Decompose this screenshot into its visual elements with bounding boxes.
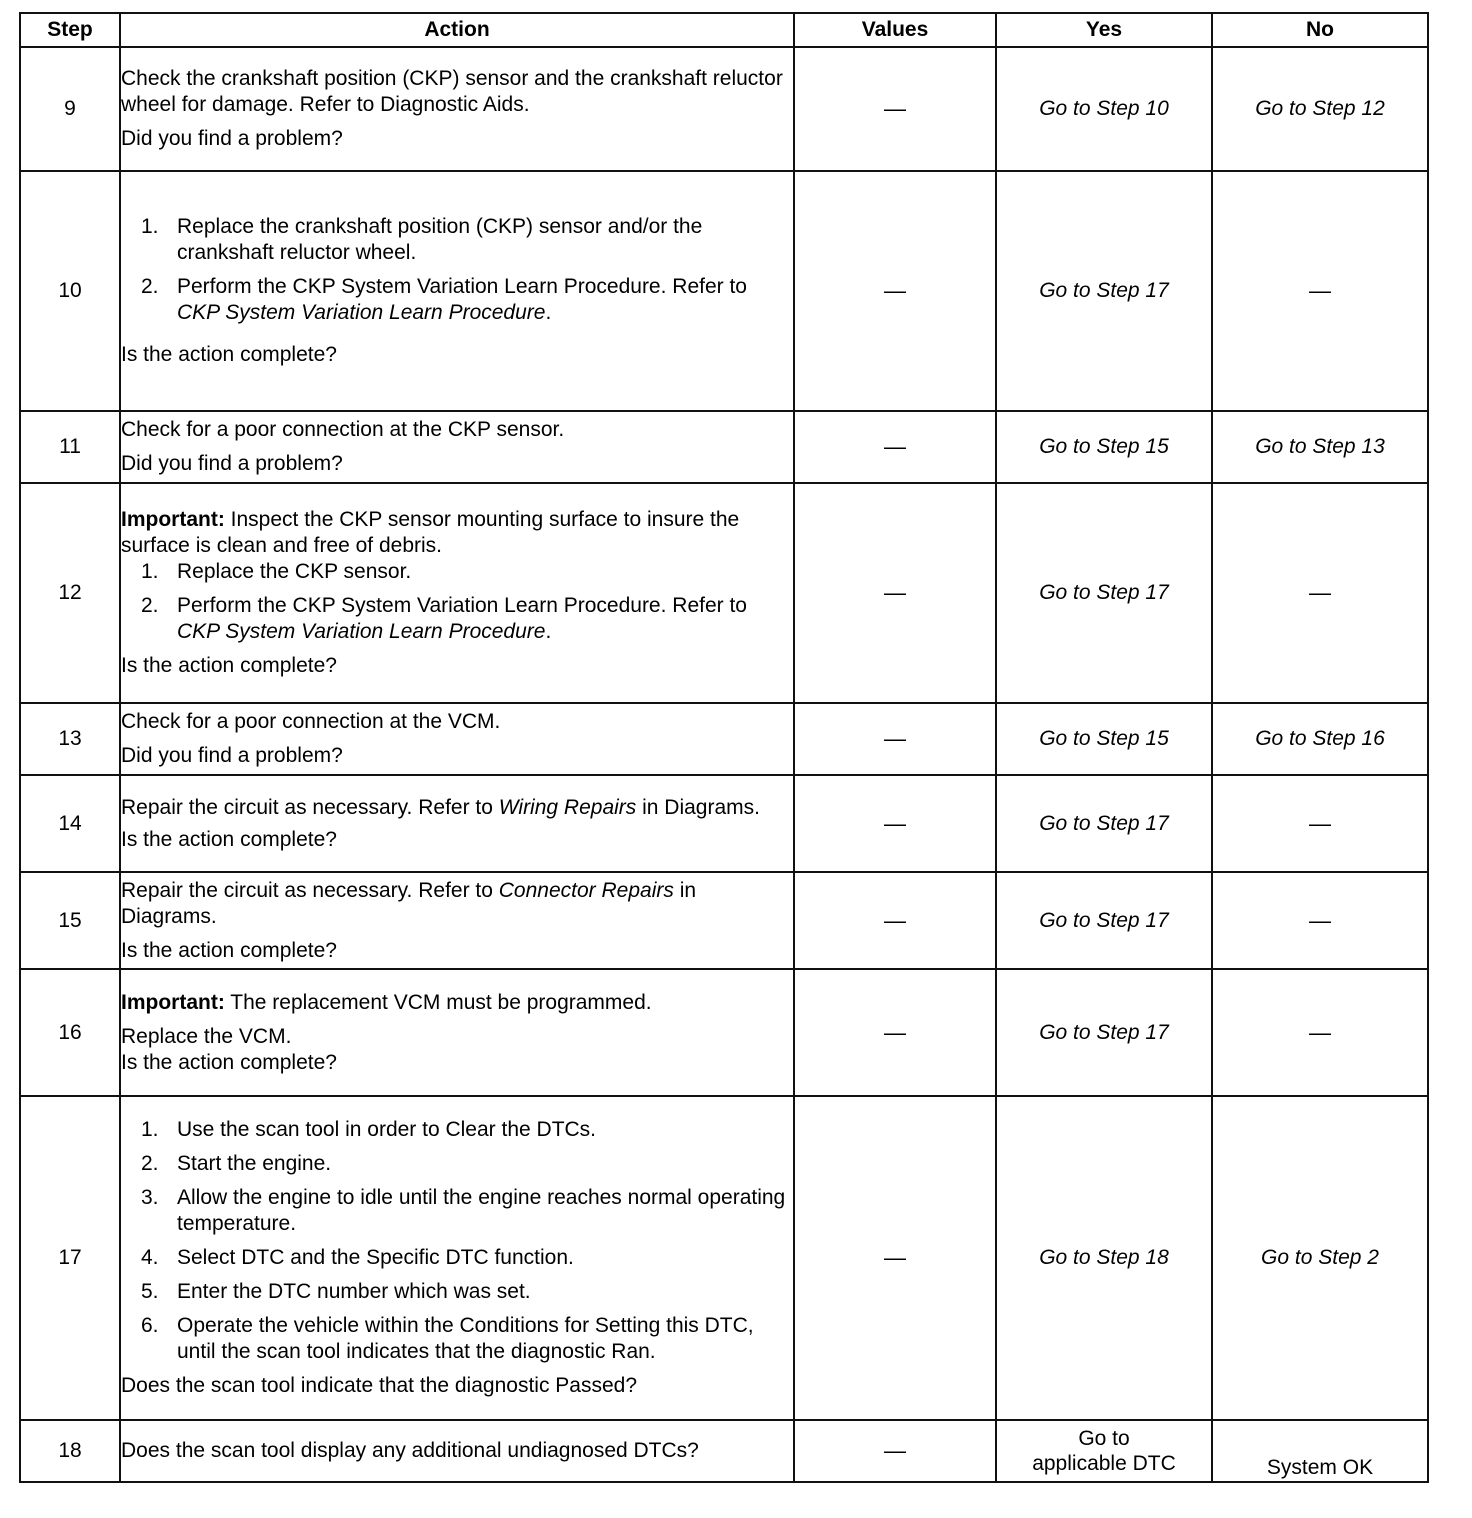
list-item-number: 1. [141, 215, 159, 238]
important-label: Important: [121, 990, 225, 1014]
yes-outcome: Go to Step 15 [996, 411, 1212, 483]
list-item-number: 2. [141, 1152, 159, 1175]
action-question: Is the action complete? [121, 938, 337, 962]
list-item-text: Allow the engine to idle until the engine reaches normal operating temperature. [177, 1186, 786, 1235]
list-item-text: Use the scan tool in order to Clear the DTCs. [177, 1118, 597, 1141]
action-steps-list [121, 1117, 793, 1365]
no-outcome: System OK [1212, 1420, 1428, 1482]
list-item [121, 1279, 793, 1305]
list-item-text-end: . [545, 620, 552, 643]
table-row-step-11 [20, 411, 1428, 483]
action-cell [120, 1096, 794, 1420]
action-cell [120, 969, 794, 1096]
action-cell [120, 411, 794, 483]
list-item [121, 1117, 793, 1143]
table-row-step-15 [20, 872, 1428, 969]
no-outcome: Go to Step 13 [1212, 411, 1428, 483]
procedure-reference: CKP System Variation Learn Procedure [177, 620, 546, 643]
list-item-text: Perform the CKP System Variation Learn Procedure. Refer to [177, 594, 747, 617]
table-row-step-10 [20, 171, 1428, 411]
procedure-reference: Connector Repairs [498, 878, 674, 902]
step-number: 17 [20, 1096, 120, 1420]
action-text: Replace the VCM. [121, 1024, 292, 1048]
action-text: Check for a poor connection at the VCM. [121, 710, 501, 733]
important-text: The replacement VCM must be programmed. [224, 990, 652, 1014]
action-text-end: in Diagrams. [636, 795, 760, 819]
action-question: Did you find a problem? [121, 452, 343, 475]
action-text-end: in Diagrams. [121, 878, 697, 928]
yes-outcome: Go to Step 17 [996, 775, 1212, 872]
no-dash: — [1212, 969, 1428, 1096]
values-dash: — [794, 969, 996, 1096]
action-question: Is the action complete? [121, 654, 337, 677]
step-number: 15 [20, 872, 120, 969]
list-item [121, 559, 793, 585]
action-cell [120, 1420, 794, 1482]
list-item-text: Perform the CKP System Variation Learn Procedure. Refer to [177, 275, 747, 298]
header-step: Step [20, 13, 120, 47]
step-number: 16 [20, 969, 120, 1096]
table-row-step-13 [20, 703, 1428, 775]
list-item-text: Replace the crankshaft position (CKP) sensor and/or the crankshaft reluctor wheel. [177, 215, 703, 264]
values-dash: — [794, 1420, 996, 1482]
header-row [20, 13, 1428, 47]
list-item [121, 593, 793, 645]
yes-outcome: Go to Step 17 [996, 171, 1212, 411]
action-cell [120, 171, 794, 411]
list-item [121, 1151, 793, 1177]
values-dash: — [794, 171, 996, 411]
yes-outcome: Go to Step 17 [996, 969, 1212, 1096]
list-item-number: 5. [141, 1280, 159, 1303]
action-cell [120, 483, 794, 703]
values-dash: — [794, 872, 996, 969]
action-text-start: Repair the circuit as necessary. Refer to [121, 878, 499, 902]
values-dash: — [794, 775, 996, 872]
diagnostic-table [19, 12, 1429, 1483]
step-number: 14 [20, 775, 120, 872]
yes-outcome: Go to Step 10 [996, 47, 1212, 171]
list-item [121, 1185, 793, 1237]
header-action: Action [120, 13, 794, 47]
action-text [121, 878, 793, 930]
yes-outcome-line-1: Go to [1078, 1427, 1130, 1450]
list-item-number: 1. [141, 1118, 159, 1141]
list-item-text-end: . [545, 301, 552, 324]
action-text-start: Repair the circuit as necessary. Refer to [121, 795, 499, 819]
list-item-number: 2. [141, 594, 159, 617]
action-text: Check for a poor connection at the CKP sensor. [121, 418, 565, 441]
action-question: Is the action complete? [121, 343, 337, 366]
no-dash: — [1212, 483, 1428, 703]
table-row-step-9 [20, 47, 1428, 171]
no-dash: — [1212, 775, 1428, 872]
action-steps-list [121, 559, 793, 645]
step-number: 13 [20, 703, 120, 775]
yes-outcome: Go to Step 18 [996, 1096, 1212, 1420]
list-item-number: 6. [141, 1314, 159, 1337]
list-item-text: Start the engine. [177, 1152, 332, 1175]
list-item [121, 274, 793, 326]
action-cell [120, 47, 794, 171]
action-cell [120, 872, 794, 969]
no-outcome: Go to Step 2 [1212, 1096, 1428, 1420]
action-text: Check the crankshaft position (CKP) sensor and the crankshaft reluctor wheel for damage. Refer to Diagnostic Aids. [121, 67, 783, 116]
action-question: Does the scan tool display any additional undiagnosed DTCs? [121, 1439, 699, 1462]
no-outcome: Go to Step 12 [1212, 47, 1428, 171]
important-note [121, 507, 793, 559]
yes-outcome: Go to Step 17 [996, 872, 1212, 969]
header-no: No [1212, 13, 1428, 47]
no-outcome: Go to Step 16 [1212, 703, 1428, 775]
action-text [121, 795, 793, 821]
important-note [121, 990, 793, 1016]
values-dash: — [794, 483, 996, 703]
step-number: 9 [20, 47, 120, 171]
list-item-number: 2. [141, 275, 159, 298]
table-row-step-12 [20, 483, 1428, 703]
table-row-step-17 [20, 1096, 1428, 1420]
action-question: Did you find a problem? [121, 744, 343, 767]
yes-outcome: Go to Step 17 [996, 483, 1212, 703]
yes-outcome: Go to Step 15 [996, 703, 1212, 775]
procedure-reference: CKP System Variation Learn Procedure [177, 301, 546, 324]
step-number: 12 [20, 483, 120, 703]
table-row-step-14 [20, 775, 1428, 872]
action-question: Does the scan tool indicate that the diagnostic Passed? [121, 1374, 637, 1397]
step-number: 10 [20, 171, 120, 411]
list-item-text: Enter the DTC number which was set. [177, 1280, 531, 1303]
table-row-step-16 [20, 969, 1428, 1096]
action-question: Did you find a problem? [121, 127, 343, 150]
list-item [121, 1313, 793, 1365]
important-label: Important: [121, 508, 225, 531]
action-cell [120, 775, 794, 872]
list-item-text: Select DTC and the Specific DTC function. [177, 1246, 574, 1269]
action-question: Is the action complete? [121, 1050, 337, 1074]
header-values: Values [794, 13, 996, 47]
procedure-reference: Wiring Repairs [498, 795, 637, 819]
action-steps-list [121, 214, 793, 326]
values-dash: — [794, 1096, 996, 1420]
list-item-text: Operate the vehicle within the Conditions for Setting this DTC, until the scan tool indicates that the diagnostic Ran. [177, 1314, 754, 1363]
step-number: 11 [20, 411, 120, 483]
important-text: Inspect the CKP sensor mounting surface to insure the surface is clean and free of debris. [121, 508, 740, 557]
list-item [121, 214, 793, 266]
list-item-number: 4. [141, 1246, 159, 1269]
values-dash: — [794, 47, 996, 171]
values-dash: — [794, 411, 996, 483]
list-item-number: 3. [141, 1186, 159, 1209]
values-dash: — [794, 703, 996, 775]
yes-outcome [996, 1420, 1212, 1482]
yes-outcome-line-2: applicable DTC [1032, 1452, 1176, 1475]
list-item-text: Replace the CKP sensor. [177, 560, 412, 583]
no-dash: — [1212, 872, 1428, 969]
table-row-step-18 [20, 1420, 1428, 1482]
no-dash: — [1212, 171, 1428, 411]
list-item [121, 1245, 793, 1271]
header-yes: Yes [996, 13, 1212, 47]
list-item-number: 1. [141, 560, 159, 583]
action-cell [120, 703, 794, 775]
step-number: 18 [20, 1420, 120, 1482]
action-question: Is the action complete? [121, 827, 337, 851]
